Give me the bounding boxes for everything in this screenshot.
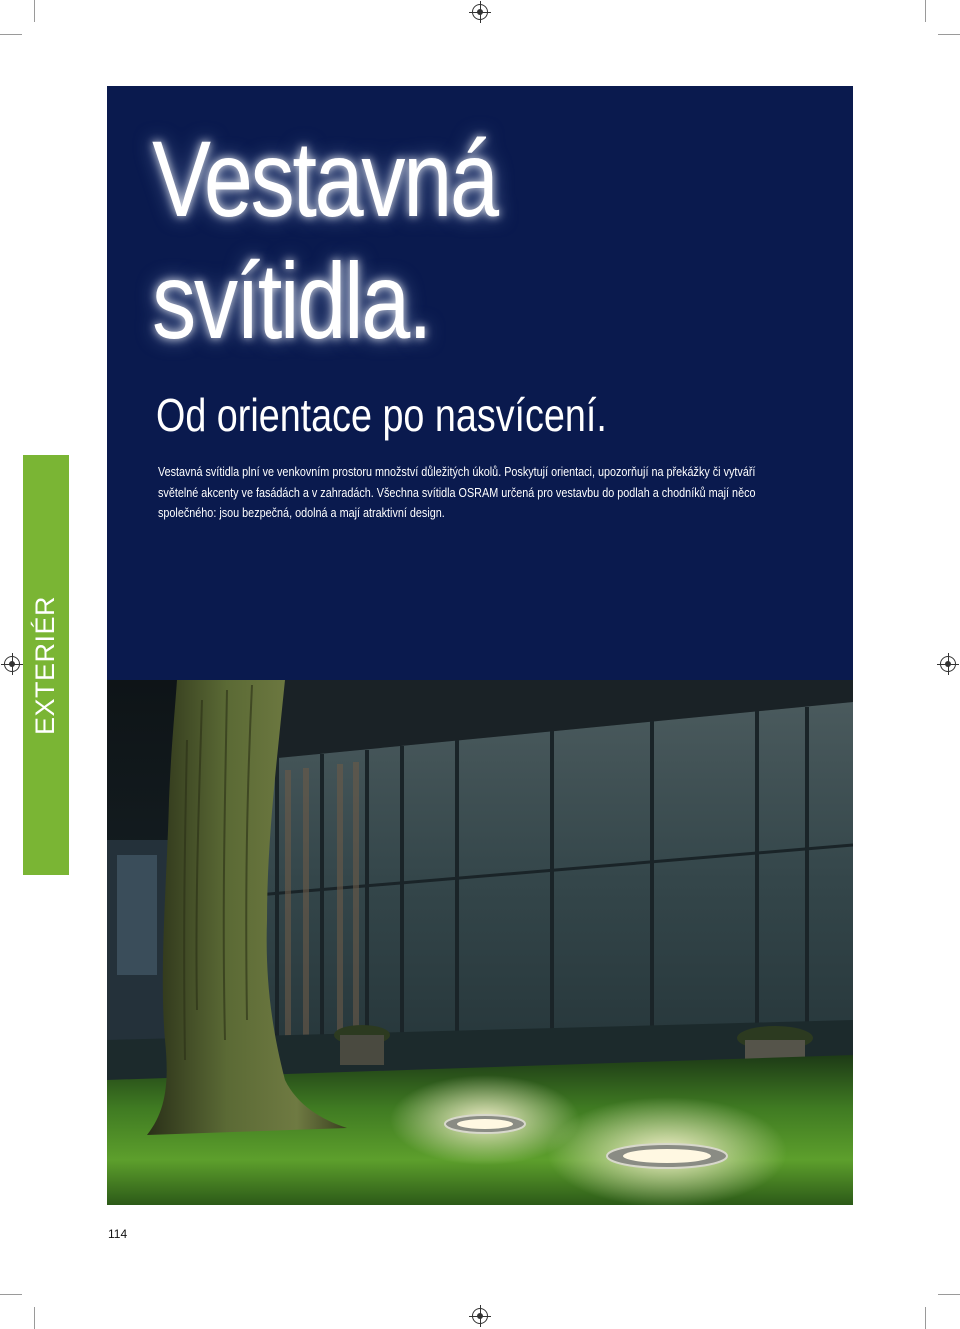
registration-mark-icon [940,656,956,672]
page-title-line-1: Vestavná [152,118,497,239]
section-tab-label [23,595,69,735]
registration-mark-icon [472,4,488,20]
crop-mark [938,34,960,35]
registration-mark-icon [4,656,20,672]
page-title [152,118,497,362]
crop-mark [34,1307,35,1329]
section-tab-text: EXTERIÉR [30,595,61,735]
crop-mark [0,1294,22,1295]
crop-mark [0,34,22,35]
crop-mark [938,1294,960,1295]
hero-photo [107,680,853,1205]
hero-photo-illustration [107,680,853,1205]
page-subtitle: Od orientace po nasvícení. [156,389,607,441]
page-number: 114 [108,1227,128,1241]
crop-mark [925,1307,926,1329]
registration-mark-icon [472,1308,488,1324]
crop-mark [925,0,926,22]
page-title-line-2: svítidla. [152,240,431,361]
intro-paragraph: Vestavná svítidla plní ve venkovním prostoru množství důležitých úkolů. Poskytují orientaci, upozorňují na překážky či vytváří světelné akcenty ve fasádách a v zahradách. Všechna svítidla OSRAM určená pro vestavbu do podlah a chodníků mají něco společného: jsou bezpečná, odolná a mají atraktivní design. [158,464,756,520]
crop-mark [34,0,35,22]
